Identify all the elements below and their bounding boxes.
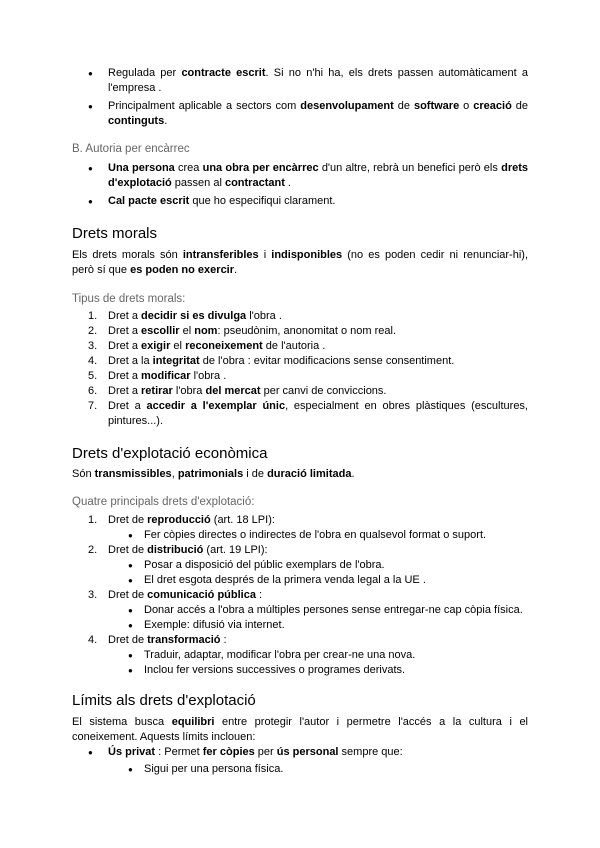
moral-right-item xyxy=(72,309,528,324)
section-b-heading: B. Autoria per encàrrec xyxy=(72,143,190,155)
list-item: ● Cal pacte escrit que ho especifiqui clarament. xyxy=(72,194,528,209)
section-b-list xyxy=(72,161,528,209)
list-item-text: Dret de transformació : xyxy=(108,634,227,646)
list-item: ● Regulada per contracte escrit. Si no n'hi ha, els drets passen automàticament a l'empresa . xyxy=(72,66,528,96)
intro-list xyxy=(72,66,528,129)
moral-rights-heading: Drets morals xyxy=(72,225,158,242)
moral-right-item xyxy=(72,324,528,339)
list-number: 5. xyxy=(88,370,98,382)
moral-right-item xyxy=(72,339,528,354)
sub-list-item: ● Fer còpies directes o indirectes de l'obra en qualsevol format o suport. xyxy=(72,528,528,543)
list-number: 3. xyxy=(88,589,98,601)
sub-list xyxy=(72,528,528,543)
moral-right-item xyxy=(72,399,528,429)
list-item-text: Dret de comunicació pública : xyxy=(108,589,263,601)
sub-list-item: ● Sigui per una persona física. xyxy=(72,762,528,777)
list-number: 4. xyxy=(88,634,98,646)
list-number: 6. xyxy=(88,385,98,397)
limit-item xyxy=(72,745,528,760)
document-page xyxy=(72,66,528,777)
limits-heading: Límits als drets d'explotació xyxy=(72,692,256,709)
economic-right-item xyxy=(72,633,528,648)
list-item-text: Dret a modificar l'obra . xyxy=(108,370,227,382)
economic-rights-paragraph: Són transmissibles, patrimonials i de duració limitada. xyxy=(72,468,355,480)
limits-paragraph: El sistema busca equilibri entre protegir l'autor i permetre l'accés a la cultura i el coneixement. Aquests límits inclouen: xyxy=(72,716,529,743)
economic-right-item xyxy=(72,543,528,558)
list-item-text: Dret a decidir si es divulga l'obra . xyxy=(108,310,282,322)
sub-list-item: ● Traduir, adaptar, modificar l'obra per crear-ne una nova. xyxy=(72,648,528,663)
moral-rights-subheading: Tipus de drets morals: xyxy=(72,293,186,305)
list-number: 2. xyxy=(88,544,98,556)
list-number: 1. xyxy=(88,514,98,526)
list-item-text: Dret de reproducció (art. 18 LPI): xyxy=(108,514,275,526)
sub-list-item: ● Inclou fer versions successives o programes derivats. xyxy=(72,663,528,678)
economic-rights-list xyxy=(72,513,528,678)
economic-right-item xyxy=(72,588,528,603)
list-number: 7. xyxy=(88,400,98,412)
sub-list xyxy=(72,648,528,678)
list-item-text: Ús privat : Permet fer còpies per ús personal sempre que: xyxy=(108,746,403,758)
list-item: ● Principalment aplicable a sectors com desenvolupament de software o creació de continguts. xyxy=(72,99,528,129)
sub-list xyxy=(72,603,528,633)
list-item-text: Dret a exigir el reconeixement de l'autoria . xyxy=(108,340,326,352)
sub-list-item: ● El dret esgota després de la primera venda legal a la UE . xyxy=(72,573,528,588)
economic-right-item xyxy=(72,513,528,528)
list-item-text: Dret a la integritat de l'obra : evitar modificacions sense consentiment. xyxy=(108,355,455,367)
sub-list-item: ● Exemple: difusió via internet. xyxy=(72,618,528,633)
list-number: 3. xyxy=(88,340,98,352)
list-item-text: Dret a escollir el nom: pseudònim, anonomitat o nom real. xyxy=(108,325,397,337)
moral-right-item xyxy=(72,369,528,384)
list-item-text: Dret a retirar l'obra del mercat per canvi de conviccions. xyxy=(108,385,387,397)
list-item-text: Dret de distribució (art. 19 LPI): xyxy=(108,544,268,556)
sub-list-item: ● Donar accés a l'obra a múltiples persones sense entregar-ne cap còpia física. xyxy=(72,603,528,618)
list-number: 4. xyxy=(88,355,98,367)
list-number: 1. xyxy=(88,310,98,322)
moral-right-item xyxy=(72,384,528,399)
sub-list xyxy=(72,762,528,777)
list-item: ● Una persona crea una obra per encàrrec d'un altre, rebrà un benefici però els drets d'explotació passen al contractant . xyxy=(72,161,528,191)
moral-rights-list xyxy=(72,309,528,429)
list-item-text: Dret a accedir a l'exemplar únic, especialment en obres plàstiques (escultures, pintures...). xyxy=(108,400,528,427)
economic-rights-heading: Drets d'explotació econòmica xyxy=(72,445,268,462)
sub-list-item: ● Posar a disposició del públic exemplars de l'obra. xyxy=(72,558,528,573)
economic-rights-subheading: Quatre principals drets d'explotació: xyxy=(72,496,255,508)
moral-rights-paragraph: Els drets morals són intransferibles i indisponibles (no es poden cedir ni renunciar-hi), però sí que es poden no exercir. xyxy=(72,249,528,276)
sub-list xyxy=(72,558,528,588)
list-number: 2. xyxy=(88,325,98,337)
moral-right-item xyxy=(72,354,528,369)
limits-list xyxy=(72,745,528,777)
